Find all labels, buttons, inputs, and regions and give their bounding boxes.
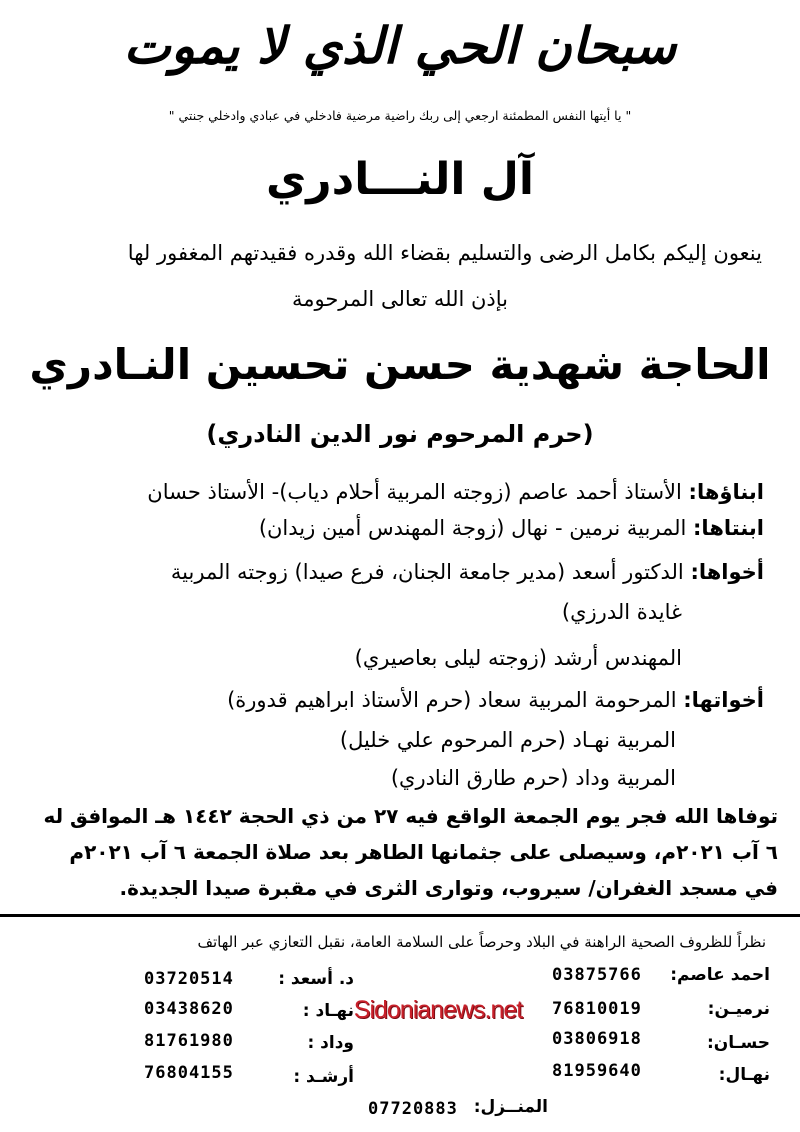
sisters-text-1: المرحومة المربية سعاد (حرم الأستاذ ابراهيم قدورة)	[227, 688, 677, 712]
family-name: آل النـــادري	[265, 154, 535, 205]
watermark: Sidonianews.net	[353, 996, 523, 1024]
daughters-label: ابنتاها:	[693, 516, 764, 540]
deceased-spouse: (حرم المرحوم نور الدين النادري)	[206, 420, 594, 448]
contact-name: احمد عاصم:	[670, 965, 770, 985]
sons-text: الأستاذ أحمد عاصم (زوجته المربية أحلام دياب)- الأستاذ حسان	[147, 480, 682, 504]
intro-line-1: ينعون إليكم بكامل الرضى والتسليم بقضاء الله وقدره فقيدتهم المغفور لها	[127, 241, 762, 265]
contact-phone: 03806918	[552, 1029, 642, 1049]
sisters-label: أخواتها:	[683, 688, 764, 712]
home-phone: 07720883	[368, 1099, 458, 1119]
brothers-label: أخواها:	[690, 560, 764, 584]
daughters-text: المربية نرمين - نهال (زوجة المهندس أمين زيدان)	[258, 516, 687, 540]
contact-name: د. أسعد :	[278, 969, 354, 989]
divider	[0, 914, 800, 917]
contact-phone: 03438620	[144, 999, 234, 1019]
death-notice	[16, 798, 778, 906]
death-notice-line-3: في مسجد الغفران/ سيروب، وتوارى الثرى في مقبرة صيدا الجديدة.	[119, 876, 778, 900]
daughters-row	[24, 510, 764, 546]
contact-name: نهـال:	[718, 1065, 770, 1085]
sons-label: ابناؤها:	[688, 480, 764, 504]
sons-row	[24, 474, 764, 510]
contact-phone: 76804155	[144, 1063, 234, 1083]
brothers-text-1: الدكتور أسعد (مدير جامعة الجنان، فرع صيدا) زوجته المربية	[170, 560, 684, 584]
contact-phone: 76810019	[552, 999, 642, 1019]
sisters-text-2: المربية نهـاد (حرم المرحوم علي خليل)	[339, 728, 676, 752]
sisters-row	[24, 682, 764, 718]
contact-name: حسـان:	[706, 1033, 770, 1053]
death-notice-line-2: ٦ آب ٢٠٢١م، وسيصلى على جثمانها الطاهر بعد صلاة الجمعة ٦ آب ٢٠٢١م	[69, 840, 778, 864]
contact-phone: 03720514	[144, 969, 234, 989]
contact-phone: 03875766	[552, 965, 642, 985]
brothers-row	[24, 554, 764, 590]
deceased-name: الحاجة شهدية حسن تحسين النـادري	[29, 340, 771, 389]
death-notice-line-1: توفاها الله فجر يوم الجمعة الواقع فيه ٢٧ من ذي الحجة ١٤٤٢ هـ الموافق له	[43, 804, 778, 828]
brothers-text-2: غايدة الدرزي)	[561, 600, 682, 624]
contact-name: وداد :	[307, 1033, 354, 1053]
condolence-notice: نظراً للظروف الصحية الراهنة في البلاد وحرصاً على السلامة العامة، نقبل التعازي عبر الهاتف	[197, 933, 766, 951]
contact-phone: 81761980	[144, 1031, 234, 1051]
quran-verse: " يا أيتها النفس المطمئنة ارجعي إلى ربك راضية مرضية فادخلي في عبادي وادخلي جنتي "	[168, 108, 632, 123]
calligraphy-heading: سبحان الحي الذي لا يموت	[123, 16, 677, 75]
contact-name: أرشـد :	[293, 1067, 354, 1087]
home-label: المنــزل:	[473, 1097, 548, 1117]
brothers-text-3: المهندس أرشد (زوجته ليلى بعاصيري)	[354, 646, 682, 670]
intro-line-2: بإذن الله تعالى المرحومة	[291, 287, 509, 311]
contact-name: نرميـن:	[707, 999, 770, 1019]
contact-name: نهـاد :	[302, 1001, 354, 1021]
sisters-text-3: المربية وداد (حرم طارق النادري)	[390, 766, 676, 790]
contact-phone: 81959640	[552, 1061, 642, 1081]
